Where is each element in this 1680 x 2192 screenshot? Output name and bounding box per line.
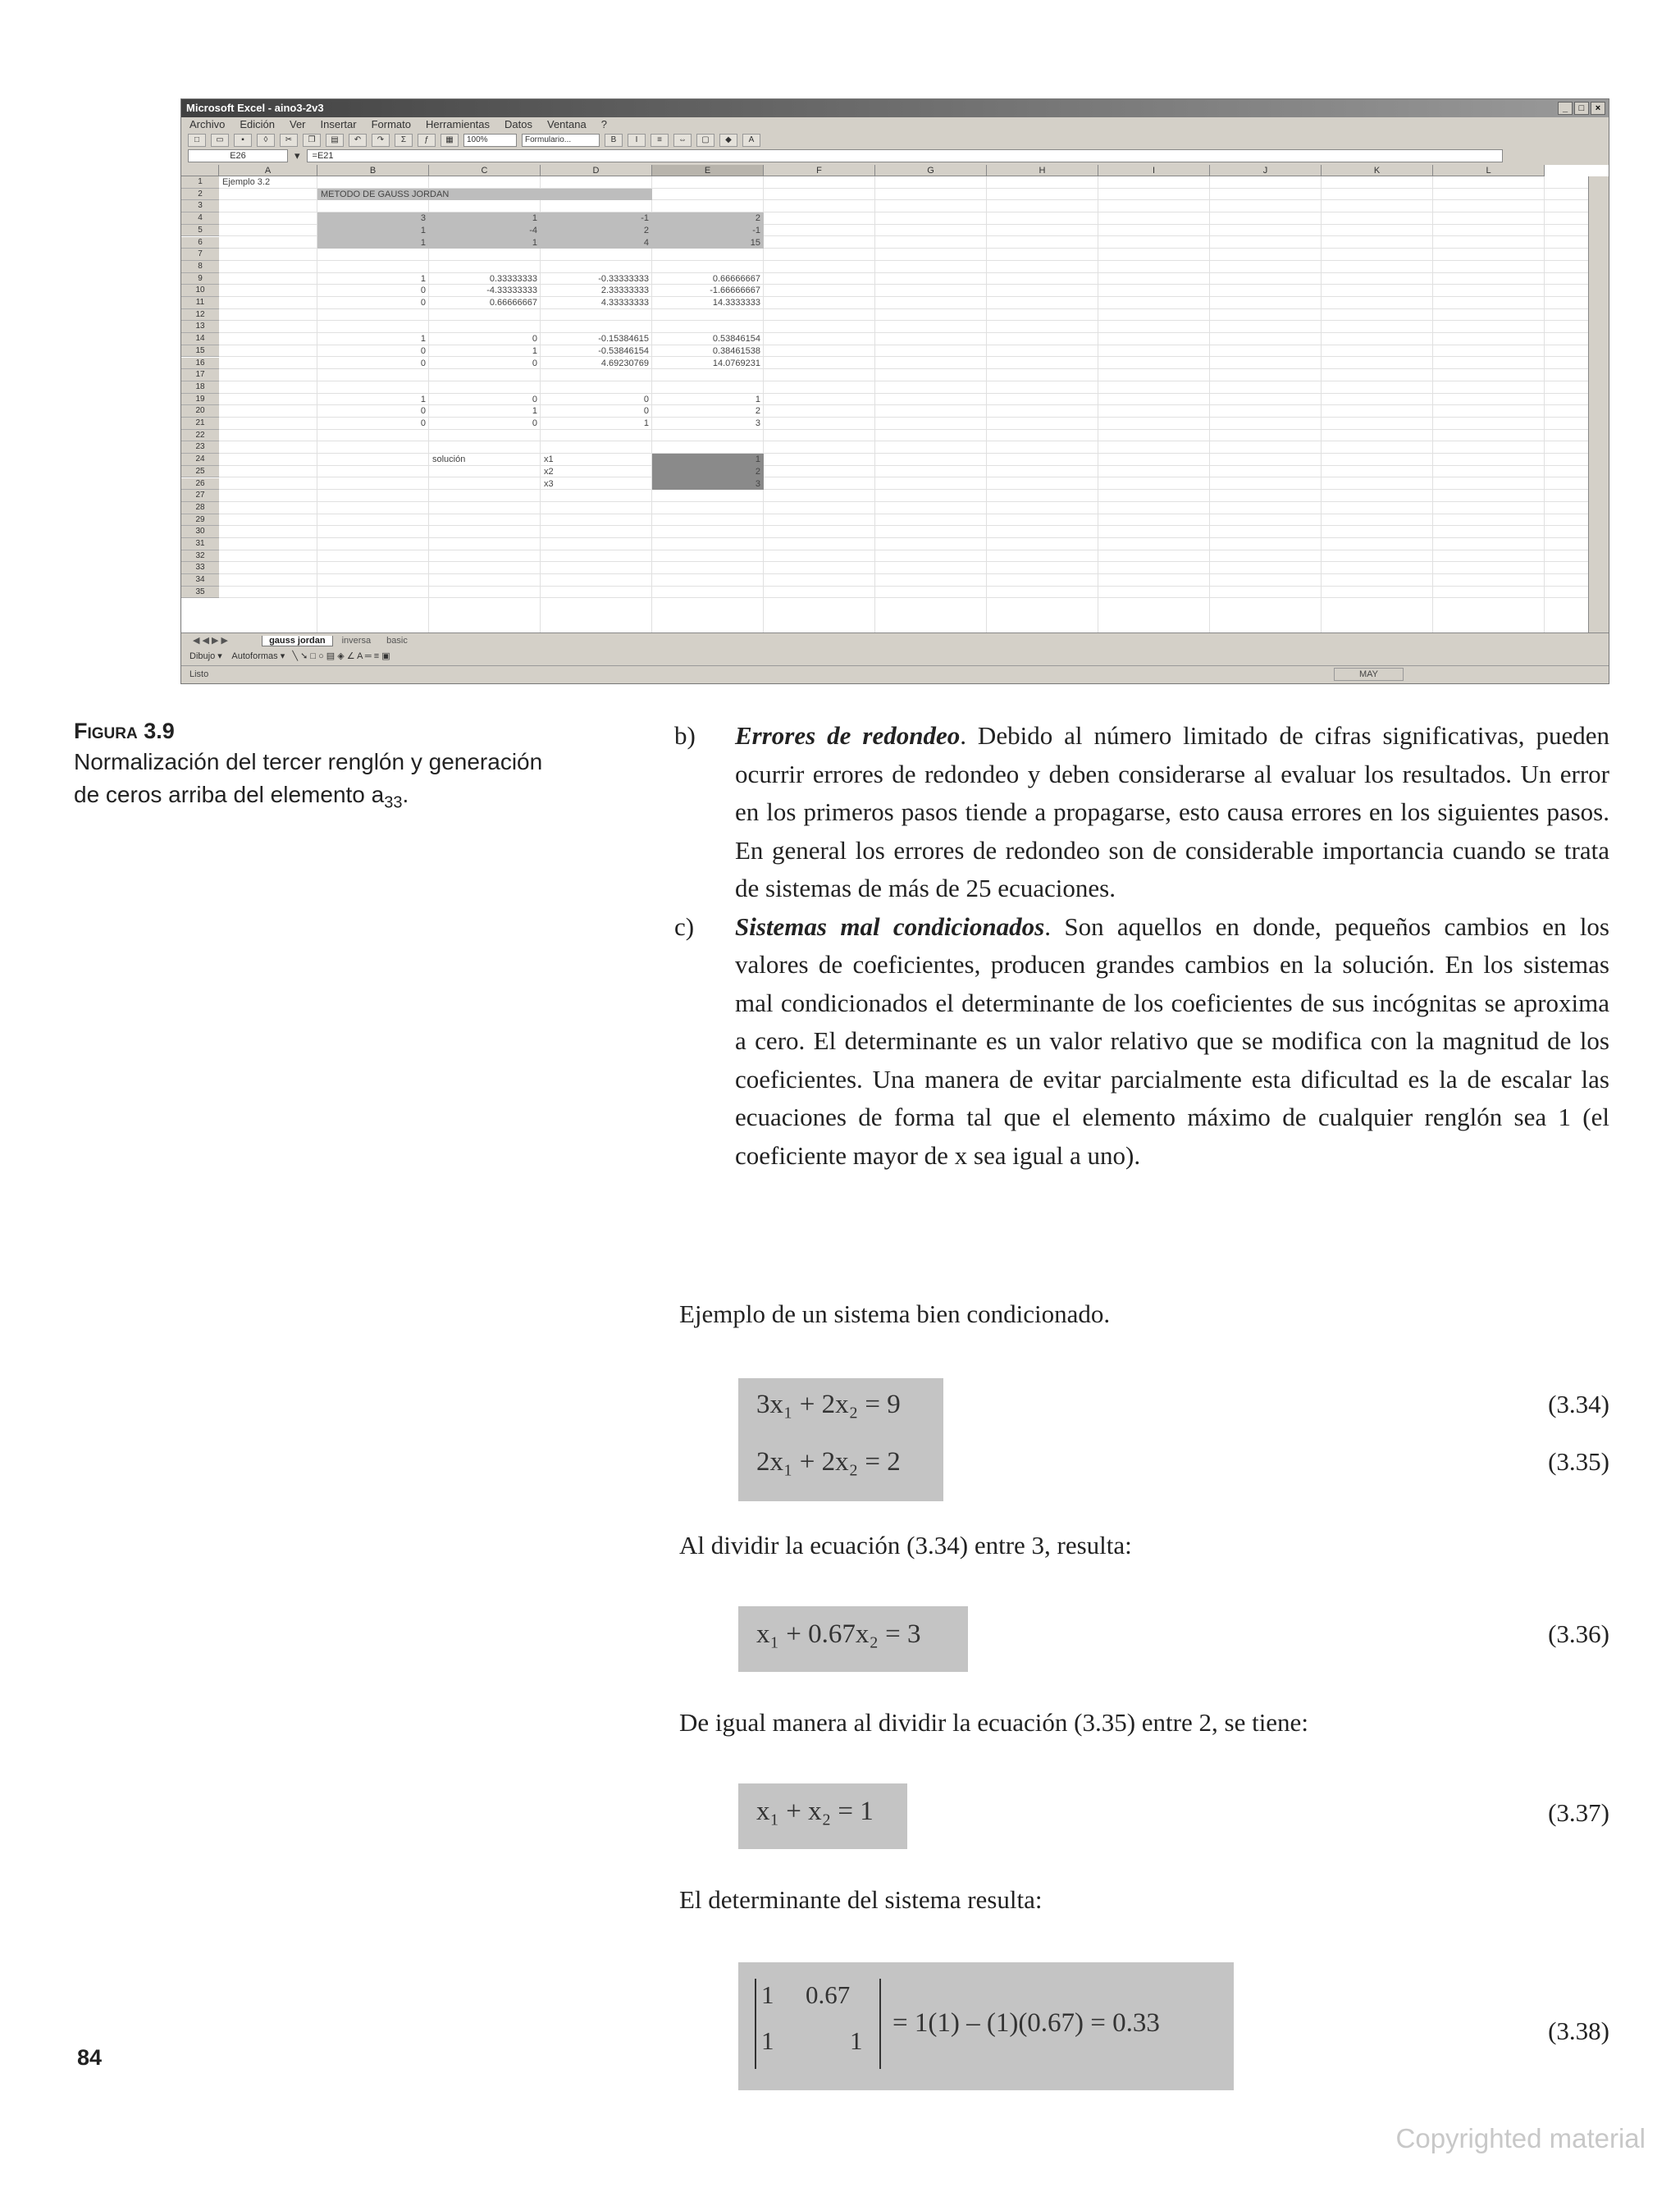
equation-box-334-335 xyxy=(738,1378,943,1501)
caption-subscript: 33 xyxy=(384,793,403,812)
arrow-icon[interactable]: ➘ xyxy=(300,651,308,661)
fill-color-icon[interactable]: ◆ xyxy=(719,134,737,147)
select-all-corner[interactable] xyxy=(181,165,219,176)
cell-value[interactable]: 0 xyxy=(532,394,537,404)
redo-icon[interactable]: ↷ xyxy=(372,134,390,147)
paragraph-example: Ejemplo de un sistema bien condicionado. xyxy=(679,1299,1111,1328)
menu-item[interactable]: Archivo xyxy=(189,118,226,130)
caption-end: . xyxy=(402,782,409,807)
cell-variable[interactable]: x3 xyxy=(544,478,554,489)
row-header[interactable]: 32 xyxy=(181,550,219,563)
shadow-icon[interactable]: ▣ xyxy=(381,651,390,661)
textbox-icon[interactable]: ▤ xyxy=(326,651,336,661)
menu-item[interactable]: Formato xyxy=(371,118,411,130)
cell-value[interactable]: 4.33333333 xyxy=(600,298,649,308)
equation-box-337 xyxy=(738,1783,907,1849)
row-header[interactable]: 25 xyxy=(181,466,219,478)
det-entry: 1 xyxy=(761,2026,774,2055)
font-color-icon[interactable]: A xyxy=(742,134,760,147)
status-text: Listo xyxy=(189,669,209,679)
menu-item[interactable]: Herramientas xyxy=(426,118,491,130)
formula-input[interactable]: =E21 xyxy=(307,149,1503,162)
tab-nav-icon[interactable]: ◀ ◀ ▶ ▶ xyxy=(193,636,229,646)
cell-value[interactable]: 1 xyxy=(755,394,760,404)
row-header[interactable]: 35 xyxy=(181,587,219,599)
column-header[interactable]: G xyxy=(875,165,987,176)
cell-a1[interactable]: Ejemplo 3.2 xyxy=(222,177,271,187)
row-header[interactable]: 21 xyxy=(181,418,219,430)
cell-value[interactable]: 0 xyxy=(420,285,426,296)
sheet-tabs xyxy=(181,632,1609,648)
cell-value[interactable]: 1 xyxy=(420,273,426,284)
column-header[interactable]: B xyxy=(317,165,429,176)
print-preview-icon[interactable]: ◊ xyxy=(257,134,275,147)
grid-row xyxy=(219,261,1589,273)
close-icon[interactable]: × xyxy=(1591,102,1605,115)
cell-value[interactable]: 1 xyxy=(420,225,426,235)
row-header[interactable]: 12 xyxy=(181,309,219,322)
row-header[interactable]: 4 xyxy=(181,212,219,225)
equation-3-38-rhs: = 1(1) – (1)(0.67) = 0.33 xyxy=(892,2008,1160,2038)
grid-row xyxy=(219,550,1589,563)
row-header[interactable]: 24 xyxy=(181,454,219,466)
grid-row xyxy=(219,430,1589,442)
row-header[interactable]: 34 xyxy=(181,574,219,587)
function-icon[interactable]: ƒ xyxy=(418,134,436,147)
cell-value[interactable]: 2.33333333 xyxy=(600,285,649,296)
list-body: . Debido al número limitado de cifras significativas, pueden ocurrir errores de redondeo y deben considerarse al evaluar los resultados. Un error en los primeros pasos tiende a propagarse, esto causa errores en los siguientes pasos. En general los errores de redondeo son de considerable importancia cuando se trata de sistemas de más de 25 ecuaciones. xyxy=(735,721,1610,902)
excel-screenshot xyxy=(180,98,1609,684)
cell-value[interactable]: 0.33333333 xyxy=(489,273,537,284)
cell-value[interactable]: 1 xyxy=(420,237,426,248)
row-header[interactable]: 7 xyxy=(181,249,219,261)
row-header[interactable]: 15 xyxy=(181,345,219,358)
row-header[interactable]: 13 xyxy=(181,321,219,333)
column-header[interactable]: J xyxy=(1210,165,1322,176)
row-header[interactable]: 31 xyxy=(181,538,219,550)
cell-value[interactable]: 3 xyxy=(420,213,426,224)
zoom-select[interactable]: 100% xyxy=(463,134,517,147)
draw-menu[interactable]: Dibujo xyxy=(189,651,216,661)
main-text xyxy=(674,717,1609,1175)
grid-row xyxy=(219,309,1589,322)
font-color-draw-icon[interactable]: A xyxy=(357,651,363,661)
cell-value[interactable]: 2 xyxy=(755,213,760,224)
cell-value[interactable]: 2 xyxy=(643,225,649,235)
cell-value[interactable]: 14.0769231 xyxy=(712,358,760,368)
row-header[interactable]: 11 xyxy=(181,297,219,309)
grid-row xyxy=(219,200,1589,212)
grid-row xyxy=(219,490,1589,502)
equation-number: (3.36) xyxy=(1548,1619,1609,1648)
row-header[interactable]: 27 xyxy=(181,490,219,502)
grid-row xyxy=(219,574,1589,587)
grid-row xyxy=(219,381,1589,394)
equation-3-35: 2x₁ + 2x₂ = 2 xyxy=(756,1447,901,1477)
grid-row xyxy=(219,454,1589,466)
row-header[interactable]: 10 xyxy=(181,285,219,297)
line-color-icon[interactable]: ∠ xyxy=(346,651,355,661)
row-header[interactable]: 9 xyxy=(181,273,219,285)
determinant-matrix xyxy=(755,1979,881,2069)
row-header[interactable]: 3 xyxy=(181,200,219,212)
copy-icon[interactable]: ❐ xyxy=(303,134,321,147)
menu-item[interactable]: ? xyxy=(600,118,607,130)
grid-row xyxy=(219,514,1589,527)
list-marker: b) xyxy=(674,721,696,750)
equation-3-36: x₁ + 0.67x₂ = 3 xyxy=(756,1619,921,1649)
list-item-c xyxy=(674,908,1609,1176)
row-header[interactable]: 26 xyxy=(181,478,219,491)
figure-caption-text xyxy=(74,746,566,820)
grid-row xyxy=(219,176,1589,189)
grid-row xyxy=(219,478,1589,491)
row-header[interactable]: 22 xyxy=(181,430,219,442)
border-icon[interactable]: ▢ xyxy=(696,134,714,147)
det-entry: 1 xyxy=(761,1980,774,2009)
menu-item[interactable]: Edición xyxy=(240,118,275,130)
cell-value[interactable]: -0.53846154 xyxy=(598,345,649,356)
font-select[interactable]: Formulario... xyxy=(522,134,600,147)
cell-value[interactable]: 0 xyxy=(643,406,649,417)
row-header[interactable]: 28 xyxy=(181,502,219,514)
name-box[interactable]: E26 xyxy=(188,149,288,162)
cell-value[interactable]: 1 xyxy=(532,406,537,417)
fill-bucket-icon[interactable]: ◈ xyxy=(337,651,345,661)
cell-value[interactable]: 1 xyxy=(420,334,426,345)
det-entry: 0.67 xyxy=(806,1980,851,2009)
grid-row xyxy=(219,502,1589,514)
chart-icon[interactable]: ▦ xyxy=(441,134,459,147)
caps-indicator: MAY xyxy=(1334,668,1404,681)
italic-icon[interactable]: I xyxy=(628,134,646,147)
menu-item[interactable]: Insertar xyxy=(320,118,357,130)
merge-icon[interactable]: ⇔ xyxy=(673,134,692,147)
sum-icon[interactable]: Σ xyxy=(395,134,413,147)
equation-3-34: 3x₁ + 2x₂ = 9 xyxy=(756,1390,901,1419)
cell-value[interactable]: -1.66666667 xyxy=(710,285,760,296)
cell-value[interactable]: -4.33333333 xyxy=(486,285,537,296)
row-header[interactable]: 8 xyxy=(181,261,219,273)
row-header[interactable]: 17 xyxy=(181,369,219,381)
cell-value[interactable]: 0 xyxy=(532,418,537,428)
cell-value[interactable]: 3 xyxy=(755,418,760,428)
cell-value[interactable]: 1 xyxy=(420,394,426,404)
formula-bar xyxy=(181,148,1609,163)
row-header[interactable]: 20 xyxy=(181,405,219,418)
dash-style-icon[interactable]: ≡ xyxy=(373,651,380,661)
tab-gauss-jordan[interactable]: gauss jordan xyxy=(262,636,332,646)
grid-row xyxy=(219,369,1589,381)
line-icon[interactable]: ╲ xyxy=(292,651,299,661)
column-header[interactable]: E xyxy=(652,165,764,176)
cell-value[interactable]: 0.66666667 xyxy=(489,298,537,308)
menu-item[interactable]: Ver xyxy=(290,118,306,130)
list-body: . Son aquellos en donde, pequeños cambios en los valores de coeficientes, producen grandes cambios en la solución. En los sistemas mal condicionados el determinante de los coeficientes de sus incógnitas se aproxima a cero. El determinante es un valor relativo que se modifica con la magnitud de los coeficientes. Una manera de evitar parcialmente esta dificultad es la de escalar las ecuaciones de forma tal que el elemento máximo de cualquier renglón sea 1 (el coeficiente mayor de x sea igual a uno). xyxy=(735,911,1610,1170)
row-header[interactable]: 14 xyxy=(181,333,219,345)
paragraph-divide-1: Al dividir la ecuación (3.34) entre 3, resulta: xyxy=(679,1531,1132,1560)
equation-number: (3.38) xyxy=(1548,2016,1609,2045)
cell-value[interactable]: 0.53846154 xyxy=(712,334,760,345)
column-header[interactable]: A xyxy=(219,165,317,176)
cell-solution-label[interactable]: solución xyxy=(432,454,466,465)
oval-icon[interactable]: ○ xyxy=(318,651,324,661)
list-item-b xyxy=(674,717,1609,908)
paragraph-determinant: El determinante del sistema resulta: xyxy=(679,1885,1043,1914)
cell-value[interactable]: 0 xyxy=(532,358,537,368)
row-header[interactable]: 33 xyxy=(181,562,219,574)
row-header[interactable]: 1 xyxy=(181,176,219,189)
undo-icon[interactable]: ↶ xyxy=(349,134,367,147)
equation-number: (3.37) xyxy=(1548,1798,1609,1827)
cell-value[interactable]: 0 xyxy=(420,418,426,428)
grid-row xyxy=(219,562,1589,574)
rectangle-icon[interactable]: □ xyxy=(310,651,317,661)
list-heading: Sistemas mal condicionados xyxy=(735,911,1045,941)
row-header[interactable]: 18 xyxy=(181,381,219,394)
row-header[interactable]: 19 xyxy=(181,394,219,406)
minimize-icon[interactable]: _ xyxy=(1558,102,1573,115)
bold-icon[interactable]: B xyxy=(605,134,623,147)
align-icon[interactable]: ≡ xyxy=(651,134,669,147)
cell-value[interactable]: 4.69230769 xyxy=(600,358,649,368)
det-entry: 1 xyxy=(850,2026,863,2055)
grid-row xyxy=(219,249,1589,261)
cell-value[interactable]: 0 xyxy=(420,358,426,368)
cell-value[interactable]: -4 xyxy=(529,225,537,235)
cell-value[interactable]: 1 xyxy=(532,345,537,356)
cell-value[interactable]: 1 xyxy=(532,213,537,224)
caption-text-main: Normalización del tercer renglón y generación de ceros arriba del elemento a xyxy=(74,749,543,807)
line-style-icon[interactable]: ═ xyxy=(364,651,372,661)
grid-row xyxy=(219,321,1589,333)
equation-number: (3.35) xyxy=(1548,1447,1609,1476)
paragraph-divide-2: De igual manera al dividir la ecuación (3.35) entre 2, se tiene: xyxy=(679,1708,1308,1737)
column-header[interactable]: D xyxy=(541,165,652,176)
cell-value[interactable]: 0 xyxy=(643,394,649,404)
column-header[interactable]: H xyxy=(987,165,1098,176)
drawing-toolbar: Dibujo ▾ Autoformas ▾ ╲ ➘ □ ○ ▤ ◈ ∠ A ═ ≡ ▣ xyxy=(189,651,390,661)
excel-menu-bar xyxy=(181,117,1609,132)
row-header[interactable]: 2 xyxy=(181,189,219,201)
cell-value[interactable]: 14.3333333 xyxy=(712,298,760,308)
cell-value[interactable]: 1 xyxy=(643,418,649,428)
equation-box-336 xyxy=(738,1606,968,1672)
cell-value[interactable]: 0 xyxy=(420,298,426,308)
cell-value[interactable]: -0.33333333 xyxy=(598,273,649,284)
row-header[interactable]: 6 xyxy=(181,237,219,249)
row-header[interactable]: 30 xyxy=(181,526,219,538)
cell-value[interactable]: 1 xyxy=(532,237,537,248)
equation-box-338 xyxy=(738,1962,1234,2090)
cell-solution[interactable]: 1 xyxy=(755,454,760,465)
cell-value[interactable]: 2 xyxy=(755,406,760,417)
column-header[interactable]: F xyxy=(764,165,875,176)
maximize-icon[interactable]: □ xyxy=(1574,102,1589,115)
new-icon[interactable]: □ xyxy=(188,134,206,147)
cell-title[interactable]: METODO DE GAUSS JORDAN xyxy=(321,189,450,199)
paste-icon[interactable]: ▤ xyxy=(326,134,344,147)
column-header[interactable]: K xyxy=(1322,165,1433,176)
grid-row xyxy=(219,466,1589,478)
cell-value[interactable]: 15 xyxy=(750,237,760,248)
grid-row xyxy=(219,538,1589,550)
cell-solution[interactable]: 3 xyxy=(755,478,760,489)
column-header[interactable]: C xyxy=(429,165,541,176)
cell-solution[interactable]: 2 xyxy=(755,466,760,477)
excel-window-title: Microsoft Excel - aino3-2v3 xyxy=(186,102,324,114)
cell-value[interactable]: 0.66666667 xyxy=(712,273,760,284)
tab-inversa[interactable]: inversa xyxy=(341,636,372,646)
row-header[interactable]: 29 xyxy=(181,514,219,527)
row-header[interactable]: 16 xyxy=(181,358,219,370)
page-number: 84 xyxy=(77,2045,103,2070)
list-marker: c) xyxy=(674,911,695,941)
row-header[interactable]: 5 xyxy=(181,225,219,237)
grid-row xyxy=(219,526,1589,538)
cell-value[interactable]: 0.38461538 xyxy=(712,345,760,356)
column-header[interactable]: L xyxy=(1433,165,1545,176)
cell-value[interactable]: 0 xyxy=(420,345,426,356)
column-header[interactable]: I xyxy=(1098,165,1210,176)
excel-toolbar xyxy=(181,132,1609,148)
cell-value[interactable]: -1 xyxy=(752,225,760,235)
figure-caption xyxy=(74,719,566,820)
row-header[interactable]: 23 xyxy=(181,441,219,454)
excel-title-bar xyxy=(181,99,1609,117)
save-icon[interactable]: ▪ xyxy=(234,134,252,147)
cell-value[interactable]: 0 xyxy=(532,334,537,345)
open-icon[interactable]: ▭ xyxy=(211,134,229,147)
grid-row xyxy=(219,441,1589,454)
cell-value[interactable]: 4 xyxy=(643,237,649,248)
autoshapes-menu[interactable]: Autoformas xyxy=(231,651,278,661)
spreadsheet-grid xyxy=(181,165,1609,632)
cell-variable[interactable]: x2 xyxy=(544,466,554,477)
cell-value[interactable]: -1 xyxy=(641,213,649,224)
figure-label: Figura 3.9 xyxy=(74,719,175,743)
status-bar xyxy=(181,665,1609,683)
tab-basic[interactable]: basic xyxy=(386,636,408,646)
grid-row xyxy=(219,587,1589,599)
equation-number: (3.34) xyxy=(1548,1390,1609,1418)
cell-value[interactable]: 0 xyxy=(420,406,426,417)
menu-item[interactable]: Datos xyxy=(504,118,532,130)
dropdown-arrow-icon[interactable]: ▾ xyxy=(294,149,300,162)
menu-item[interactable]: Ventana xyxy=(547,118,587,130)
list-heading: Errores de redondeo xyxy=(735,721,961,750)
cut-icon[interactable]: ✂ xyxy=(280,134,298,147)
cell-value[interactable]: -0.15384615 xyxy=(598,334,649,345)
equation-3-37: x₁ + x₂ = 1 xyxy=(756,1797,874,1826)
vertical-scrollbar[interactable] xyxy=(1588,176,1609,632)
watermark: Copyrighted material xyxy=(1395,2123,1646,2153)
cell-variable[interactable]: x1 xyxy=(544,454,554,465)
